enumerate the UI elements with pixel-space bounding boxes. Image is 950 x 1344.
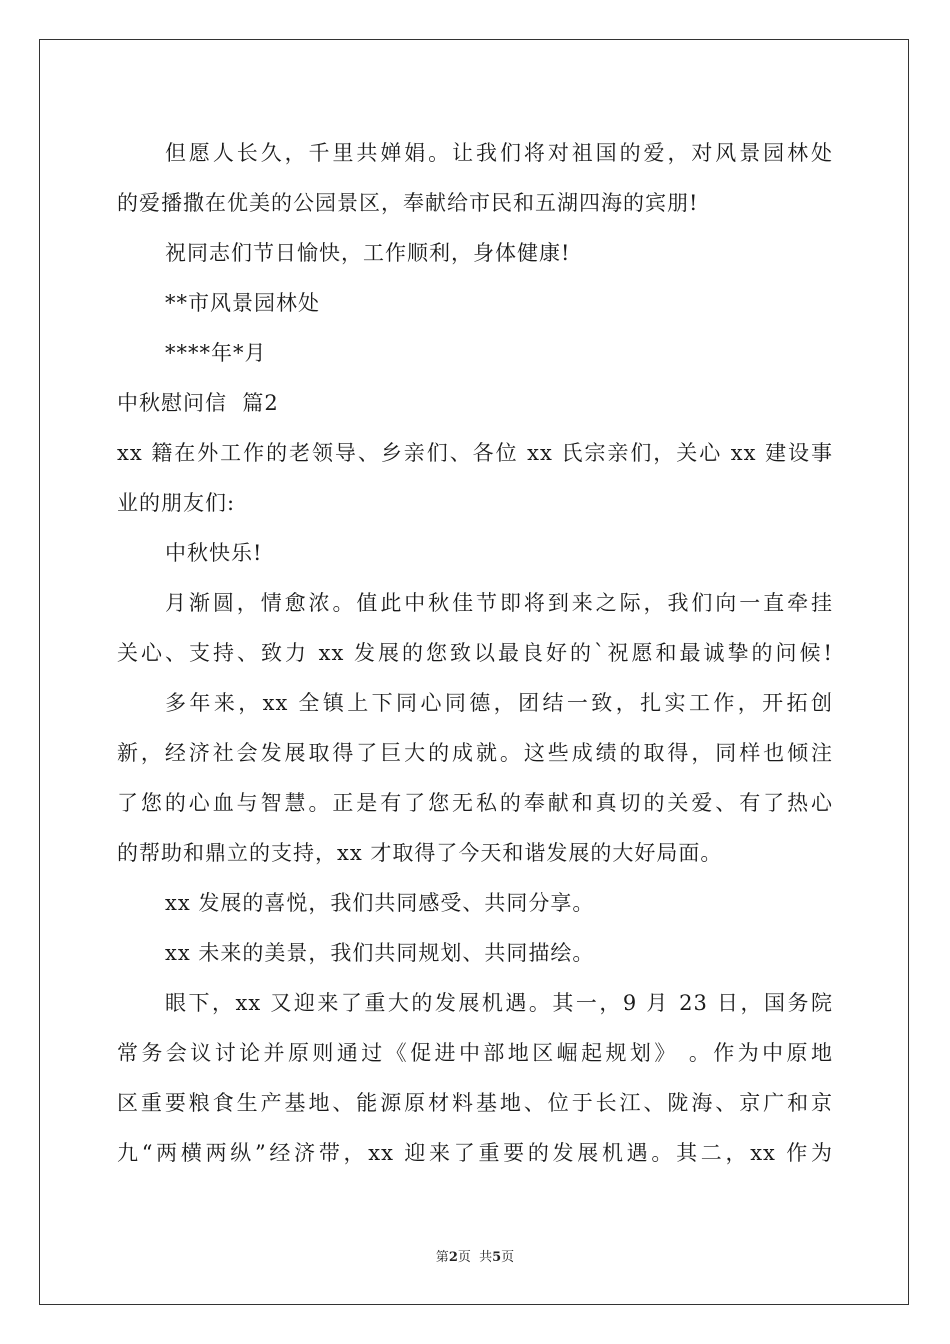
current-page-number: 2 bbox=[448, 1250, 458, 1265]
paragraph-line: 的爱播撒在优美的公园景区，奉献给市民和五湖四海的宾朋! bbox=[117, 191, 699, 215]
paragraph-line: 常务会议讨论并原则通过《促进中部地区崛起规划》 。作为中原地 bbox=[117, 1041, 833, 1065]
paragraph-line: 新，经济社会发展取得了巨大的成就。这些成绩的取得，同样也倾注 bbox=[117, 741, 833, 765]
page-footer bbox=[0, 1246, 950, 1265]
paragraph-line: 眼下，xx 又迎来了重大的发展机遇。其一，9 月 23 日，国务院 bbox=[165, 991, 833, 1015]
paragraph-line: 的帮助和鼎立的支持，xx 才取得了今天和谐发展的大好局面。 bbox=[117, 841, 723, 865]
paragraph-line: xx 发展的喜悦，我们共同感受、共同分享。 bbox=[165, 891, 595, 915]
paragraph-line: 祝同志们节日愉快，工作顺利，身体健康! bbox=[165, 241, 571, 265]
document-body bbox=[117, 128, 833, 1178]
paragraph-line: 关心、支持、致力 xx 发展的您致以最良好的`祝愿和最诚挚的问候! bbox=[117, 641, 833, 665]
page-number-prefix: 第 bbox=[435, 1250, 449, 1265]
paragraph-line: 多年来，xx 全镇上下同心同德，团结一致，扎实工作，开拓创 bbox=[165, 691, 833, 715]
section-title: 中秋慰问信 篇2 bbox=[117, 391, 279, 415]
paragraph-line: 九“两横两纵”经济带，xx 迎来了重要的发展机遇。其二，xx 作为 bbox=[117, 1141, 833, 1165]
salutation-line: xx 籍在外工作的老领导、乡亲们、各位 xx 氏宗亲们，关心 xx 建设事 bbox=[117, 441, 833, 465]
page-number-suffix: 页 bbox=[501, 1250, 515, 1265]
salutation-line: 业的朋友们: bbox=[117, 491, 236, 515]
signature-organization: **市风景园林处 bbox=[165, 291, 320, 315]
signature-date: ****年*月 bbox=[165, 341, 267, 365]
total-page-number: 5 bbox=[492, 1250, 502, 1265]
greeting: 中秋快乐! bbox=[165, 541, 263, 565]
paragraph-line: xx 未来的美景，我们共同规划、共同描绘。 bbox=[165, 941, 595, 965]
paragraph-line: 月渐圆，情愈浓。值此中秋佳节即将到来之际，我们向一直牵挂 bbox=[165, 591, 833, 615]
paragraph-line: 但愿人长久，千里共婵娟。让我们将对祖国的爱，对风景园林处 bbox=[165, 141, 833, 165]
paragraph-line: 区重要粮食生产基地、能源原材料基地、位于长江、陇海、京广和京 bbox=[117, 1091, 833, 1115]
page-number-middle: 页 共 bbox=[457, 1250, 493, 1265]
paragraph-line: 了您的心血与智慧。正是有了您无私的奉献和真切的关爱、有了热心 bbox=[117, 791, 833, 815]
